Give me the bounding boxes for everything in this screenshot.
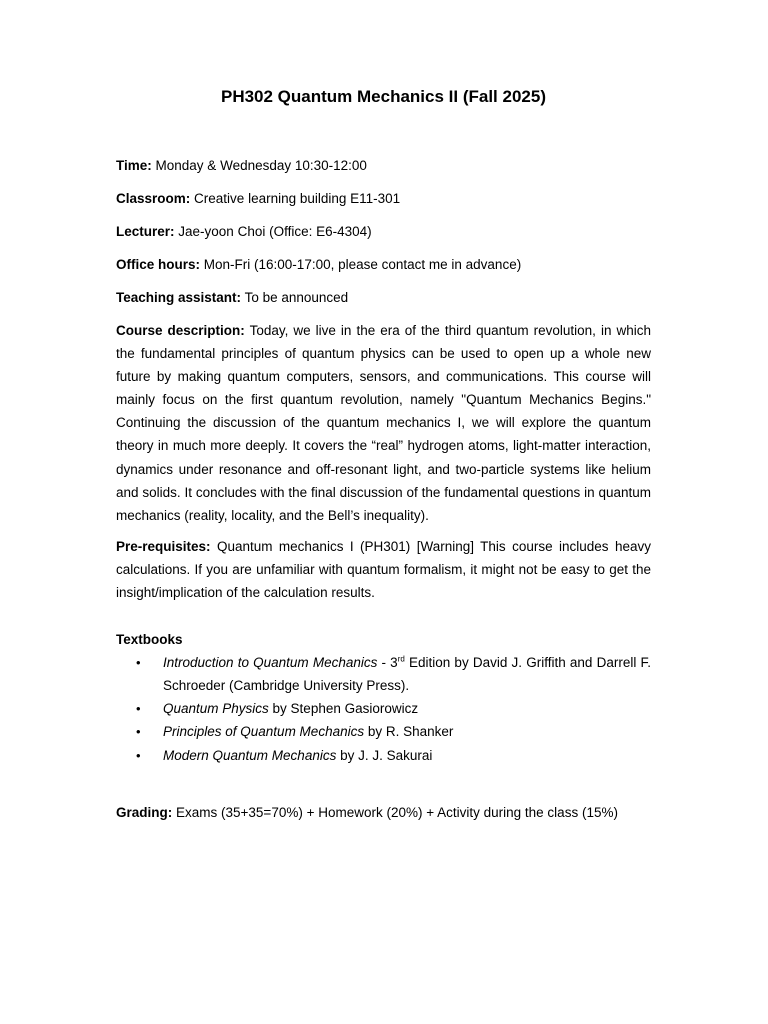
classroom-label: Classroom: [116, 191, 191, 206]
classroom-value: Creative learning building E11-301 [194, 191, 401, 206]
book-edition-suffix: rd [397, 654, 405, 664]
book-info-rest: Edition by David J. Griffith and Darrell F. Schroeder (Cambridge University Press). [163, 655, 651, 694]
bullet-icon: • [136, 747, 141, 763]
textbook-item [116, 744, 651, 767]
time-label: Time: [116, 158, 152, 173]
ta-value: To be announced [244, 290, 349, 305]
book-info: - 3 [377, 655, 398, 671]
book-info: by R. Shanker [364, 724, 454, 740]
grading-value: Exams (35+35=70%) + Homework (20%) + Activity during the class (15%) [176, 804, 618, 820]
ta-field [116, 286, 651, 309]
course-description [116, 319, 651, 527]
textbook-item [116, 720, 651, 743]
book-title: Modern Quantum Mechanics [163, 747, 337, 763]
book-title: Introduction to Quantum Mechanics [163, 655, 378, 671]
prerequisites [116, 535, 651, 604]
office-hours-field [116, 253, 651, 276]
lecturer-label: Lecturer: [116, 224, 175, 239]
office-hours-label: Office hours: [116, 257, 201, 272]
book-info: by Stephen Gasiorowicz [268, 701, 419, 717]
page-title: PH302 Quantum Mechanics II (Fall 2025) [220, 87, 546, 106]
ta-label: Teaching assistant: [116, 290, 242, 305]
grading-label: Grading: [116, 804, 173, 820]
textbook-list [116, 651, 651, 766]
classroom-field [116, 187, 651, 210]
textbook-item [116, 697, 651, 720]
textbooks-heading: Textbooks [116, 632, 183, 648]
prereq-text: Quantum mechanics I (PH301) [Warning] This course includes heavy calculations. If you are unfamiliar with quantum formalism, it might not be easy to get the insight/implication of the calculation results. [116, 538, 651, 601]
lecturer-field [116, 220, 651, 243]
prereq-label: Pre-requisites: [116, 538, 211, 554]
time-value: Monday & Wednesday 10:30-12:00 [155, 158, 367, 173]
time-field [116, 154, 651, 177]
grading-field [116, 801, 651, 824]
bullet-icon: • [136, 724, 141, 740]
office-hours-value: Mon-Fri (16:00-17:00, please contact me in advance) [203, 257, 522, 272]
description-text: Today, we live in the era of the third quantum revolution, in which the fundamental principles of quantum physics can be used to open up a whole new future by making quantum computers, sensors, and communications. This course will mainly focus on the first quantum revolution, namely "Quantum Mechanics Begins." Continuing the discussion of the quantum mechanics I, we will explore the quantum theory in much more deeply. It covers the “real” hydrogen atoms, light-matter interaction, dynamics under resonance and off-resonant light, and two-particle systems like helium and solids. It concludes with the final discussion of the fundamental questions in quantum mechanics (reality, locality, and the Bell’s inequality). [116, 323, 651, 523]
book-title: Quantum Physics [163, 701, 269, 717]
book-info: by J. J. Sakurai [336, 747, 433, 763]
book-title: Principles of Quantum Mechanics [163, 724, 365, 740]
textbook-item [116, 651, 651, 697]
bullet-icon: • [136, 655, 141, 671]
bullet-icon: • [136, 701, 141, 717]
lecturer-value: Jae-yoon Choi (Office: E6-4304) [178, 224, 372, 239]
description-label: Course description: [116, 323, 245, 338]
